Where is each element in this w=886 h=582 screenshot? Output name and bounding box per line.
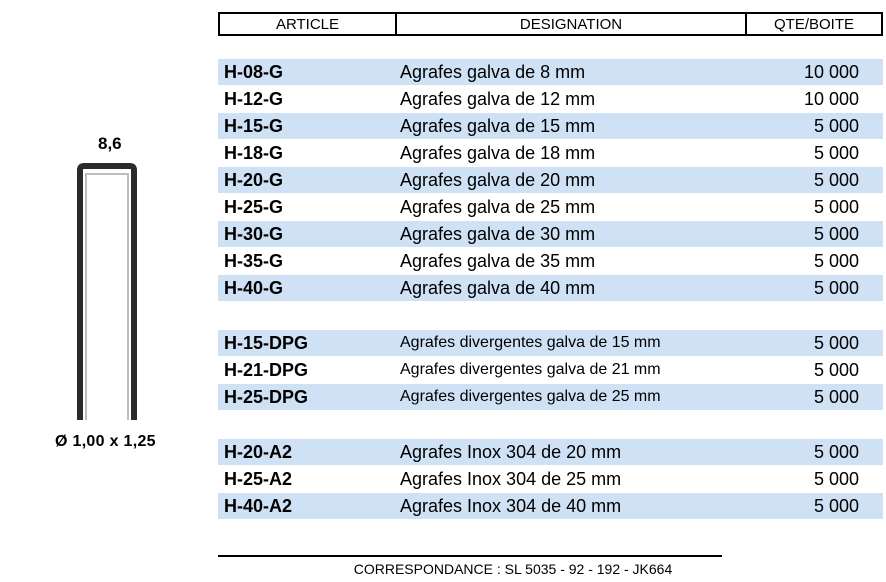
table-row — [218, 384, 883, 410]
table-row — [218, 357, 883, 383]
table-row — [218, 330, 883, 356]
quantity: 5 000 — [813, 386, 859, 407]
article-code: H-25-DPG — [224, 386, 309, 407]
designation: Agrafes galva de 40 mm — [400, 277, 596, 298]
table-row — [218, 275, 883, 301]
designation: Agrafes galva de 25 mm — [400, 196, 596, 217]
table-row — [218, 167, 883, 193]
quantity: 5 000 — [813, 169, 859, 190]
quantity: 10 000 — [803, 61, 859, 82]
header-article: ARTICLE — [220, 14, 397, 34]
quantity: 5 000 — [813, 250, 859, 271]
table-row — [218, 466, 883, 492]
designation: Agrafes galva de 30 mm — [400, 223, 596, 244]
designation: Agrafes Inox 304 de 25 mm — [400, 468, 622, 489]
article-code: H-20-A2 — [224, 441, 293, 462]
table-header — [218, 12, 883, 36]
quantity: 5 000 — [813, 441, 859, 462]
table-row — [218, 86, 883, 112]
staple-width-label: 8,6 — [98, 134, 122, 153]
staple-wire-label: Ø 1,00 x 1,25 — [55, 433, 156, 450]
staple-icon — [70, 158, 150, 424]
designation: Agrafes divergentes galva de 15 mm — [400, 334, 661, 351]
quantity: 5 000 — [813, 495, 859, 516]
designation: Agrafes galva de 20 mm — [400, 169, 596, 190]
footer-divider — [218, 555, 722, 557]
quantity: 5 000 — [813, 332, 859, 353]
article-code: H-25-A2 — [224, 468, 293, 489]
article-code: H-12-G — [224, 88, 284, 109]
designation: Agrafes galva de 18 mm — [400, 142, 596, 163]
article-code: H-40-A2 — [224, 495, 293, 516]
designation: Agrafes divergentes galva de 21 mm — [400, 361, 661, 378]
table-row — [218, 59, 883, 85]
designation: Agrafes Inox 304 de 40 mm — [400, 495, 622, 516]
table-row — [218, 248, 883, 274]
article-code: H-25-G — [224, 196, 284, 217]
designation: Agrafes galva de 8 mm — [400, 61, 586, 82]
table-row — [218, 113, 883, 139]
quantity: 5 000 — [813, 142, 859, 163]
quantity: 5 000 — [813, 277, 859, 298]
quantity: 5 000 — [813, 115, 859, 136]
designation: Agrafes galva de 12 mm — [400, 88, 596, 109]
article-code: H-35-G — [224, 250, 284, 271]
quantity: 10 000 — [803, 88, 859, 109]
article-code: H-08-G — [224, 61, 284, 82]
table-row — [218, 493, 883, 519]
quantity: 5 000 — [813, 468, 859, 489]
footer-correspondance: CORRESPONDANCE : SL 5035 - 92 - 192 - JK664 — [353, 561, 673, 577]
article-code: H-15-DPG — [224, 332, 309, 353]
designation: Agrafes Inox 304 de 20 mm — [400, 441, 622, 462]
quantity: 5 000 — [813, 196, 859, 217]
article-code: H-18-G — [224, 142, 284, 163]
quantity: 5 000 — [813, 359, 859, 380]
article-code: H-20-G — [224, 169, 284, 190]
article-code: H-15-G — [224, 115, 284, 136]
table-row — [218, 140, 883, 166]
article-code: H-40-G — [224, 277, 284, 298]
table-row — [218, 221, 883, 247]
header-designation: DESIGNATION — [397, 14, 747, 34]
designation: Agrafes galva de 35 mm — [400, 250, 596, 271]
table-row — [218, 194, 883, 220]
article-code: H-21-DPG — [224, 359, 309, 380]
table-row — [218, 439, 883, 465]
header-qty: QTE/BOITE — [773, 15, 854, 33]
designation: Agrafes galva de 15 mm — [400, 115, 596, 136]
designation: Agrafes divergentes galva de 25 mm — [400, 388, 661, 405]
quantity: 5 000 — [813, 223, 859, 244]
article-code: H-30-G — [224, 223, 284, 244]
